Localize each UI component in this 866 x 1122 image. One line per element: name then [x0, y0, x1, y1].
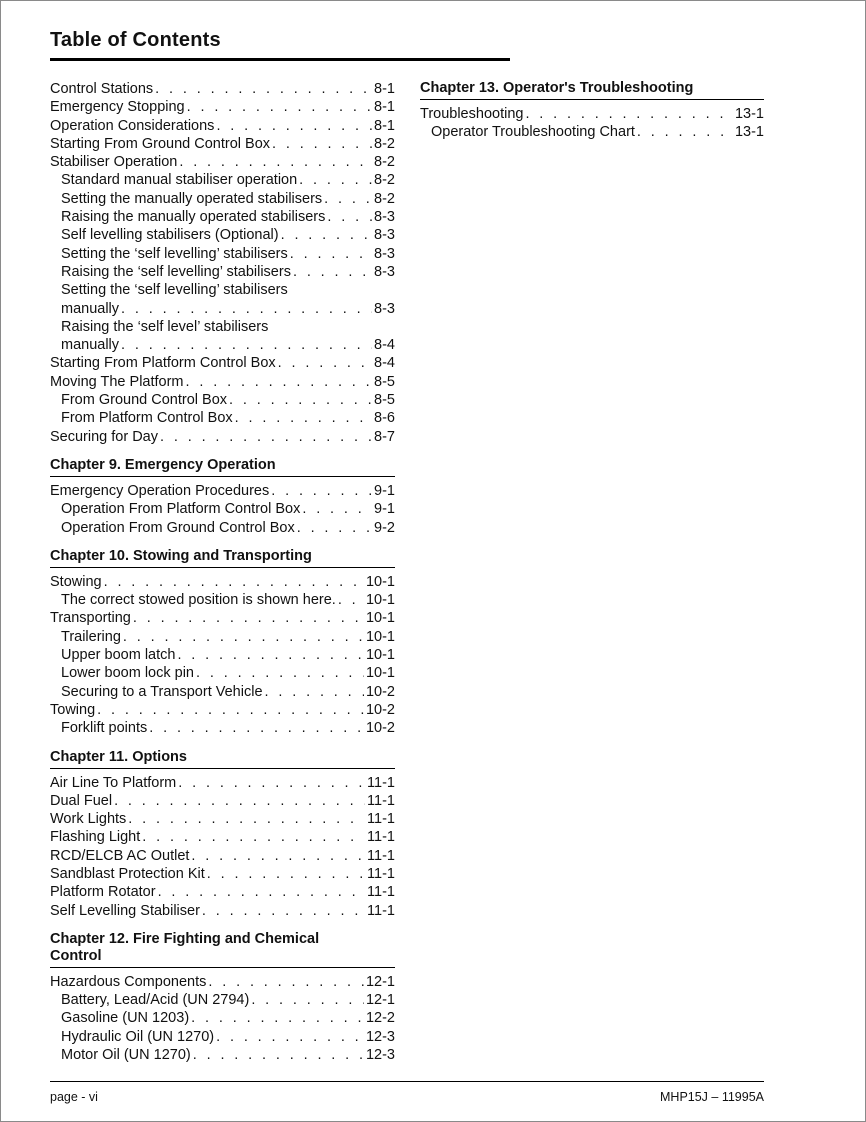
toc-entry-page: 8-2	[374, 190, 395, 207]
chapter-12-heading-line1: Chapter 12. Fire Fighting and Chemical	[50, 930, 320, 947]
toc-entry-title: Motor Oil (UN 1270)	[61, 1047, 191, 1064]
dot-leader	[302, 500, 372, 518]
toc-entry-title-line1: Setting the ‘self levelling’ stabilisers	[61, 282, 288, 299]
dot-leader	[327, 208, 372, 226]
footer-rule	[50, 1081, 764, 1082]
dot-leader	[235, 409, 372, 427]
dot-leader	[271, 482, 372, 500]
toc-entry[interactable]	[50, 190, 395, 208]
toc-entry-title-line2: manually	[61, 337, 120, 354]
dot-leader	[191, 1009, 364, 1027]
toc-entry[interactable]	[50, 281, 395, 318]
dot-leader	[278, 354, 372, 372]
dot-leader	[251, 991, 364, 1009]
toc-entry-page: 8-1	[374, 117, 395, 134]
toc-entry-page: 13-1	[734, 124, 764, 141]
toc-entry-page: 11-1	[367, 847, 395, 864]
toc-entry[interactable]	[50, 573, 395, 591]
toc-entry-page: 12-1	[365, 992, 395, 1009]
toc-entry-page: 10-2	[365, 701, 395, 718]
toc-entry-title-line2: manually	[61, 300, 120, 317]
toc-left-column	[50, 80, 395, 1064]
toc-entry-page: 10-1	[365, 610, 395, 627]
toc-entry-page: 8-1	[374, 99, 395, 116]
toc-entry-title: Sandblast Protection Kit	[50, 865, 205, 882]
toc-entry-page: 10-2	[365, 683, 395, 700]
title-rule	[50, 58, 510, 61]
toc-entry-title: Emergency Operation Procedures	[50, 482, 270, 499]
toc-entry[interactable]	[50, 609, 395, 627]
dot-leader	[104, 573, 364, 591]
toc-entry-page: 8-6	[374, 410, 395, 427]
toc-right-column	[420, 80, 764, 142]
dot-leader	[216, 1028, 364, 1046]
toc-entry-title: Troubleshooting	[420, 106, 524, 122]
dot-leader	[160, 428, 372, 446]
toc-entry-title-line1: Raising the ‘self level’ stabilisers	[61, 318, 269, 335]
toc-entry[interactable]	[50, 428, 395, 446]
toc-entry[interactable]	[50, 391, 395, 409]
toc-entry[interactable]	[50, 792, 395, 810]
toc-entry-page: 8-3	[374, 245, 395, 262]
toc-entry-title: Self Levelling Stabiliser	[50, 902, 200, 919]
toc-entry-page: 8-4	[374, 355, 395, 372]
chapter-11-heading: Chapter 11. Options	[50, 749, 395, 769]
dot-leader	[121, 336, 372, 354]
toc-entry-title: Operation Considerations	[50, 117, 215, 134]
dot-leader	[293, 263, 372, 281]
toc-entry-title: Raising the manually operated stabilisers	[61, 209, 326, 226]
dot-leader	[229, 391, 372, 409]
toc-entry-title: Securing to a Transport Vehicle	[61, 683, 263, 700]
toc-entry[interactable]	[50, 865, 395, 883]
toc-entry-title: Flashing Light	[50, 829, 141, 846]
toc-entry-title: Upper boom latch	[61, 647, 176, 664]
toc-entry[interactable]	[50, 828, 395, 846]
toc-entry[interactable]	[50, 153, 395, 171]
toc-entry-page: 8-3	[374, 263, 395, 280]
toc-entry[interactable]	[50, 1046, 395, 1064]
toc-entry-title: Dual Fuel	[50, 792, 113, 809]
toc-entry-title: Operation From Platform Control Box	[61, 501, 301, 518]
toc-entry-page: 8-2	[374, 135, 395, 152]
toc-entry-title: Emergency Stopping	[50, 99, 185, 116]
toc-entry-title: RCD/ELCB AC Outlet	[50, 847, 190, 864]
toc-entry-page: 11-1	[367, 829, 395, 846]
dot-leader	[191, 847, 365, 865]
dot-leader	[158, 883, 365, 901]
toc-entry-page: 11-1	[367, 774, 395, 791]
dot-leader	[208, 973, 364, 991]
toc-entry-page: 11-1	[367, 902, 395, 919]
dot-leader	[177, 646, 364, 664]
chapter-12-heading-line2: Control	[50, 947, 102, 964]
toc-entry[interactable]	[50, 98, 395, 116]
toc-entry-title: Lower boom lock pin	[61, 665, 194, 682]
toc-entry-page: 12-3	[365, 1047, 395, 1064]
toc-entry[interactable]	[50, 318, 395, 355]
toc-entry-title: Securing for Day	[50, 428, 158, 445]
dot-leader	[179, 153, 372, 171]
toc-entry-page: 8-3	[374, 300, 395, 317]
chapter-13-heading: Chapter 13. Operator's Troubleshooting	[420, 80, 764, 100]
dot-leader	[525, 105, 733, 123]
toc-entry[interactable]	[50, 810, 395, 828]
toc-entry[interactable]	[50, 701, 395, 719]
dot-leader	[324, 190, 372, 208]
toc-entry-title: Operator Troubleshooting Chart	[431, 124, 635, 141]
chapter-12-entries	[50, 973, 395, 1064]
toc-entry-page: 8-5	[374, 392, 395, 409]
dot-leader	[338, 591, 364, 609]
dot-leader	[121, 300, 372, 318]
toc-entry[interactable]	[50, 973, 395, 991]
toc-entry[interactable]	[50, 409, 395, 427]
dot-leader	[299, 171, 372, 189]
toc-entry-title: Towing	[50, 701, 96, 718]
toc-entry-line2	[61, 336, 395, 354]
toc-entry[interactable]	[50, 991, 395, 1009]
toc-entry[interactable]	[50, 354, 395, 372]
toc-entry-title: Hazardous Components	[50, 973, 207, 990]
chapter-10-heading: Chapter 10. Stowing and Transporting	[50, 548, 395, 568]
page-title: Table of Contents	[50, 29, 221, 51]
toc-entry-page: 11-1	[367, 865, 395, 882]
toc-entry-title: Air Line To Platform	[50, 774, 177, 791]
chapter-9-heading: Chapter 9. Emergency Operation	[50, 457, 395, 477]
toc-entry[interactable]	[50, 902, 395, 920]
toc-entry[interactable]	[50, 847, 395, 865]
dot-leader	[216, 117, 372, 135]
dot-leader	[187, 98, 372, 116]
toc-entry-title: Platform Rotator	[50, 884, 156, 901]
dot-leader	[265, 683, 364, 701]
dot-leader	[142, 828, 365, 846]
dot-leader	[123, 628, 364, 646]
toc-entry[interactable]	[50, 373, 395, 391]
toc-entry-title: The correct stowed position is shown here.	[61, 592, 336, 609]
toc-entry-title: Gasoline (UN 1203)	[61, 1010, 190, 1027]
toc-entry[interactable]	[420, 105, 764, 123]
toc-entry[interactable]	[50, 1009, 395, 1027]
dot-leader	[196, 664, 364, 682]
toc-entry[interactable]	[420, 123, 764, 141]
toc-entry-page: 13-1	[734, 106, 764, 122]
chapter-9-entries	[50, 482, 395, 537]
toc-entry-page: 12-1	[365, 973, 395, 990]
dot-leader	[281, 226, 372, 244]
toc-entry-title: Stabiliser Operation	[50, 154, 178, 171]
chapter-13-entries	[420, 105, 764, 142]
dot-leader	[202, 902, 365, 920]
toc-entry-page: 8-7	[374, 428, 395, 445]
toc-entry-title: Operation From Ground Control Box	[61, 519, 295, 536]
toc-entry-title: Hydraulic Oil (UN 1270)	[61, 1028, 215, 1045]
toc-entry[interactable]	[50, 774, 395, 792]
dot-leader	[272, 135, 372, 153]
toc-entry-page: 8-2	[374, 172, 395, 189]
toc-entry[interactable]	[50, 263, 395, 281]
chapter-8-multiline-entries	[50, 281, 395, 354]
dot-leader	[297, 519, 372, 537]
toc-entry-title: Transporting	[50, 610, 131, 627]
toc-entry-page: 10-1	[365, 592, 395, 609]
toc-entry-title: Self levelling stabilisers (Optional)	[61, 227, 279, 244]
toc-entry-title: Trailering	[61, 628, 121, 645]
toc-entry[interactable]	[50, 208, 395, 226]
toc-entry-page: 12-2	[365, 1010, 395, 1027]
toc-entry-page: 12-3	[365, 1028, 395, 1045]
dot-leader	[193, 1046, 364, 1064]
toc-entry-title: From Ground Control Box	[61, 392, 228, 409]
toc-entry[interactable]	[50, 135, 395, 153]
dot-leader	[207, 865, 365, 883]
toc-entry[interactable]	[50, 683, 395, 701]
chapter-8-entries-continued	[50, 354, 395, 445]
toc-entry-title: Forklift points	[61, 720, 148, 737]
dot-leader	[186, 373, 373, 391]
toc-entry-page: 9-2	[374, 519, 395, 536]
toc-entry-title: Starting From Ground Control Box	[50, 135, 271, 152]
toc-entry-page: 11-1	[367, 792, 395, 809]
toc-entry-page: 10-1	[365, 573, 395, 590]
dot-leader	[637, 123, 733, 141]
toc-entry[interactable]	[50, 719, 395, 737]
toc-entry[interactable]	[50, 500, 395, 518]
toc-entry-page: 8-3	[374, 209, 395, 226]
dot-leader	[178, 774, 365, 792]
toc-entry-page: 11-1	[367, 884, 395, 901]
dot-leader	[149, 719, 364, 737]
toc-entry[interactable]	[50, 883, 395, 901]
toc-entry-title: Setting the ‘self levelling’ stabilisers	[61, 245, 288, 262]
toc-entry-page: 10-2	[365, 720, 395, 737]
toc-entry-page: 9-1	[374, 501, 395, 518]
footer-document-id: MHP15J – 11995A	[660, 1090, 764, 1104]
toc-entry-page: 10-1	[365, 628, 395, 645]
toc-entry-line2	[61, 300, 395, 318]
toc-entry-page: 8-1	[374, 81, 395, 97]
toc-entry-page: 8-4	[374, 337, 395, 354]
toc-entry[interactable]	[50, 664, 395, 682]
toc-entry[interactable]	[50, 171, 395, 189]
chapter-10-entries	[50, 573, 395, 738]
toc-entry-page: 9-1	[374, 482, 395, 499]
toc-entry[interactable]	[50, 226, 395, 244]
toc-entry-page: 10-1	[365, 665, 395, 682]
toc-entry[interactable]	[50, 628, 395, 646]
toc-entry-title: From Platform Control Box	[61, 410, 233, 427]
toc-entry[interactable]	[50, 519, 395, 537]
toc-entry[interactable]	[50, 117, 395, 135]
footer-page-number: page - vi	[50, 1090, 98, 1104]
toc-entry[interactable]	[50, 80, 395, 98]
toc-entry-title: Standard manual stabiliser operation	[61, 172, 298, 189]
dot-leader	[155, 80, 372, 98]
toc-entry-title: Control Stations	[50, 81, 154, 97]
toc-entry-title: Work Lights	[50, 811, 127, 828]
dot-leader	[133, 609, 364, 627]
dot-leader	[128, 810, 365, 828]
dot-leader	[97, 701, 364, 719]
toc-entry-title: Battery, Lead/Acid (UN 2794)	[61, 992, 250, 1009]
toc-entry-page: 8-3	[374, 227, 395, 244]
chapter-11-entries	[50, 774, 395, 920]
toc-entry-page: 10-1	[365, 647, 395, 664]
toc-entry[interactable]	[50, 646, 395, 664]
toc-entry-title: Starting From Platform Control Box	[50, 355, 276, 372]
toc-entry-page: 11-1	[367, 811, 395, 828]
toc-entry[interactable]	[50, 482, 395, 500]
toc-entry-page: 8-5	[374, 373, 395, 390]
toc-entry[interactable]	[50, 591, 395, 609]
toc-entry-title: Moving The Platform	[50, 373, 184, 390]
toc-entry-title: Stowing	[50, 573, 102, 590]
chapter-12-heading	[50, 931, 395, 968]
toc-entry[interactable]	[50, 1028, 395, 1046]
toc-entry-title: Setting the manually operated stabilisers	[61, 190, 323, 207]
toc-entry[interactable]	[50, 245, 395, 263]
chapter-8-entries	[50, 80, 395, 281]
dot-leader	[114, 792, 365, 810]
toc-entry-page: 8-2	[374, 154, 395, 171]
toc-entry-title: Raising the ‘self levelling’ stabilisers	[61, 263, 291, 280]
dot-leader	[290, 245, 372, 263]
